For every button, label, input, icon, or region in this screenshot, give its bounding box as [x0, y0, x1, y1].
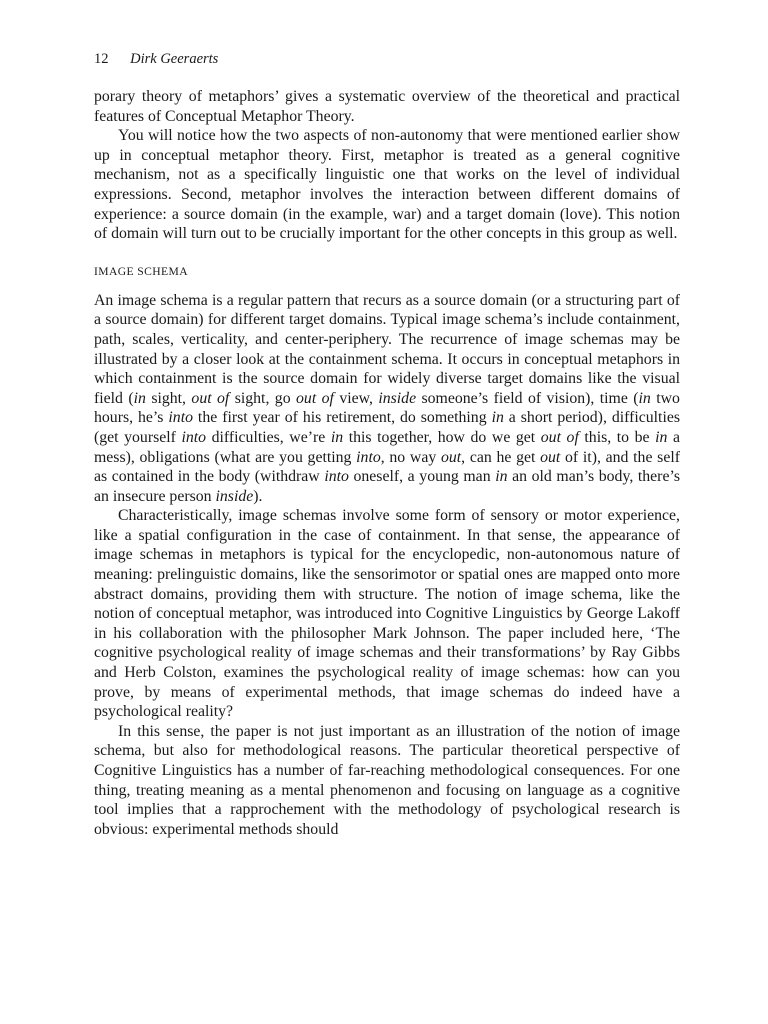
paragraph-text-run: , can he get	[461, 448, 541, 466]
italic-example-word: into	[324, 468, 349, 486]
paragraph-text-run: sight,	[145, 389, 192, 407]
running-head-author: Dirk Geeraerts	[130, 51, 219, 67]
paragraph-non-autonomy: You will notice how the two aspects of non-autonomy that were mentioned earlier show up in conceptual metaphor theory. First, metaphor is treated as a general cognitive mechanism, not as a specifically linguistic one that works on the level of individual expressions. Second, metaphor involves the interaction between different domains of experience: a source domain (in the example, war) and a target domain (love). This notion of domain will turn out to be crucially important for the other concepts in this group as well.	[94, 127, 680, 243]
paragraph-text-run: this together, how do we get	[343, 428, 541, 446]
paragraph-text-run: two hours, he’s	[94, 389, 680, 427]
italic-example-word: out of	[540, 428, 579, 446]
running-header	[94, 50, 218, 68]
italic-example-word: into	[356, 448, 381, 466]
paragraph-text-run: sight, go	[229, 389, 297, 407]
italic-example-word: in	[491, 409, 504, 427]
paragraph-text-run: the first year of his retirement, do something	[192, 409, 492, 427]
paragraph-characteristically: Characteristically, image schemas involve some form of sensory or motor experience, like a spatial configuration in the case of containment. In that sense, the appearance of image schemas in metaphors is typical for the encyclopedic, non-autonomous nature of meaning: prelinguistic domains, like the sensorimotor or spatial ones are mapped onto more abstract domains, providing them with structure. The notion of image schema, like the notion of conceptual metaphor, was introduced into Cognitive Linguistics by George Lakoff in his collaboration with the philosopher Mark Johnson. The paper included here, ‘The cognitive psychological reality of image schemas and their transformations’ by Ray Gibbs and Herb Colston, examines the psychological reality of image schemas: how can you prove, by means of experimental methods, that image schemas do indeed have a psychological reality?	[94, 507, 680, 721]
paragraph-text-run: a mess), obligations (what are you getting	[94, 428, 680, 466]
paragraph-methodology: In this sense, the paper is not just important as an illustration of the notion of image schema, but also for methodological reasons. The particular theoretical perspective of Cognitive Linguistics has a number of far-reaching methodological consequences. For one thing, treating meaning as a mental phenomenon and focusing on language as a cognitive tool implies that a rapprochement with the methodology of psychological research is obvious: experimental methods should	[94, 722, 680, 838]
page-number: 12	[94, 51, 109, 67]
italic-example-word: out of	[296, 389, 334, 407]
italic-example-word: in	[495, 468, 508, 486]
paragraph-text-run: difficulties, we’re	[206, 428, 331, 446]
italic-example-word: out	[440, 448, 462, 466]
paragraph-text-run: , no way	[380, 448, 441, 466]
paragraph-text-run: An image schema is a regular pattern that recurs as a source domain (or a structuring part of a source domain) for different target domains. Typical image schema’s include containment, path, scales, verticality, and center-periphery. The recurrence of image schemas may be illustrated by a closer look at the containment schema. It occurs in conceptual metaphors in which containment is the source domain for widely diverse target domains like the visual field (	[94, 291, 680, 407]
paragraph-text-run: ).	[253, 487, 263, 505]
paragraph-text-run: of it), and the self as contained in the body (withdraw	[94, 448, 680, 486]
italic-example-word: into	[168, 409, 193, 427]
body-text	[94, 87, 680, 839]
paragraph-text-run: this, to be	[578, 428, 656, 446]
paragraph-text-run: view,	[333, 389, 379, 407]
section-heading-image-schema: IMAGE SCHEMA	[94, 264, 189, 278]
italic-example-word: inside	[378, 389, 417, 407]
italic-example-word: in	[330, 428, 344, 446]
italic-example-word: in	[638, 389, 651, 407]
paragraph-continued: porary theory of metaphors’ gives a systematic overview of the theoretical and practical features of Conceptual Metaphor Theory.	[94, 88, 680, 125]
italic-example-word: out	[540, 448, 561, 466]
italic-example-word: in	[655, 428, 668, 446]
italic-example-word: inside	[215, 487, 254, 505]
paragraph-image-schema-definition	[94, 291, 680, 507]
paragraph-text-run: an old man’s body, there’s an insecure person	[94, 468, 680, 505]
italic-example-word: into	[181, 428, 207, 446]
italic-example-word: in	[133, 389, 146, 407]
paragraph-text-run: a short period), difficulties (get yourself	[94, 409, 680, 446]
italic-example-word: out of	[191, 389, 230, 407]
paragraph-text-run: oneself, a young man	[348, 468, 496, 486]
paragraph-text-run: someone’s field of vision), time (	[416, 389, 639, 407]
